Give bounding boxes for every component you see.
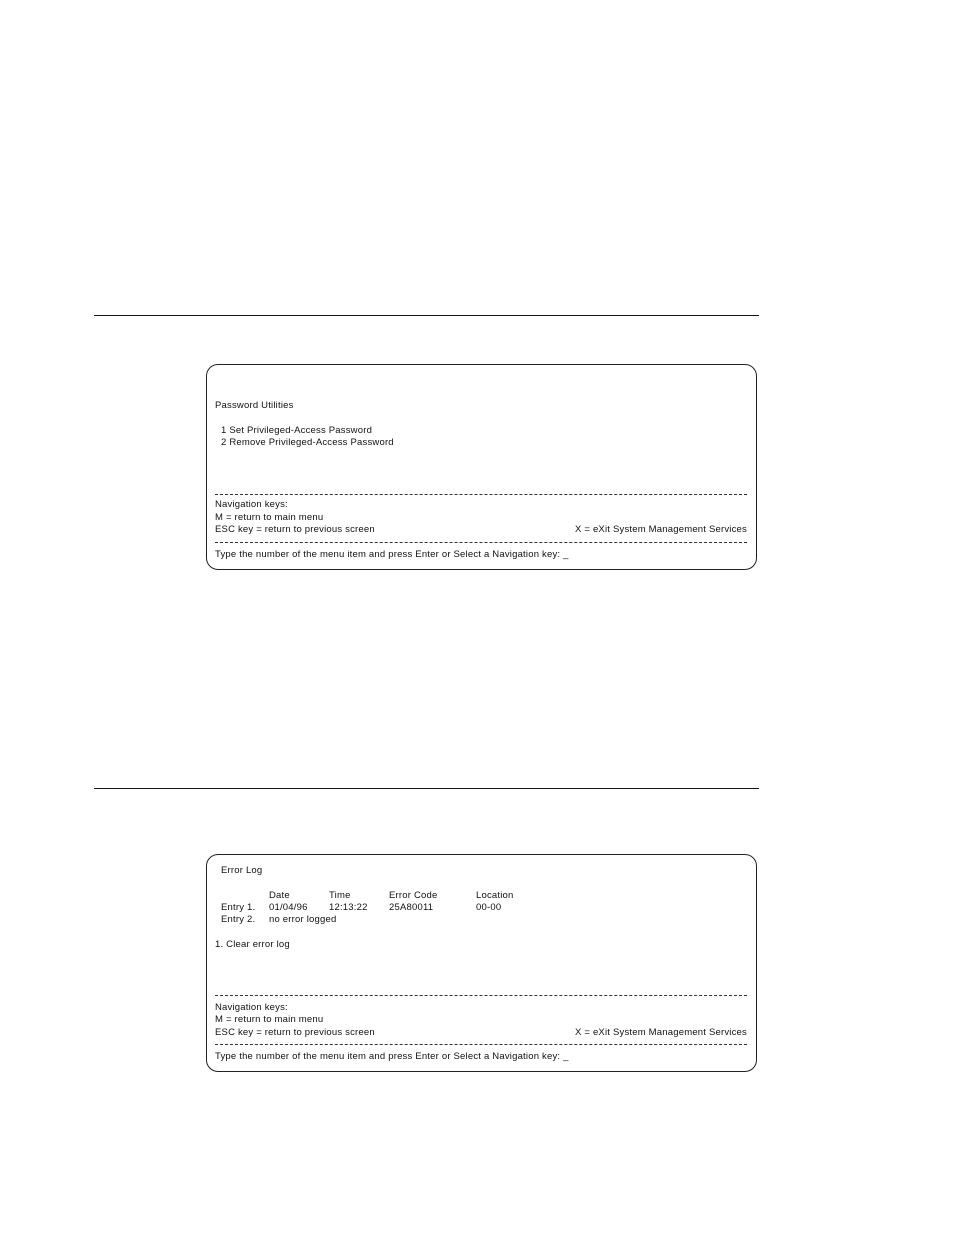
column-header-location: Location xyxy=(476,890,514,901)
nav-key-exit[interactable]: X = eXit System Management Services xyxy=(574,524,747,535)
command-prompt[interactable]: Type the number of the menu item and press Enter or Select a Navigation key: _ xyxy=(215,549,569,560)
dashed-separator xyxy=(215,1044,747,1045)
password-utilities-screen xyxy=(206,364,757,570)
nav-key-escape[interactable]: ESC key = return to previous screen xyxy=(215,524,375,535)
menu-item-remove-password[interactable]: 2 Remove Privileged-Access Password xyxy=(221,437,394,448)
dashed-separator xyxy=(215,995,747,996)
nav-keys-heading: Navigation keys: xyxy=(215,1002,288,1013)
screen-title: Password Utilities xyxy=(215,400,294,411)
column-header-date: Date xyxy=(269,890,290,901)
entry-label: Entry 2. xyxy=(221,914,256,925)
section-divider-top xyxy=(94,315,759,316)
entry-location: 00-00 xyxy=(476,902,502,913)
menu-item-set-password[interactable]: 1 Set Privileged-Access Password xyxy=(221,425,373,436)
menu-item-clear-error-log[interactable]: 1. Clear error log xyxy=(215,939,290,950)
section-divider-middle xyxy=(94,788,759,789)
command-prompt[interactable]: Type the number of the menu item and press Enter or Select a Navigation key: _ xyxy=(215,1051,569,1062)
column-header-time: Time xyxy=(329,890,351,901)
error-log-screen xyxy=(206,854,757,1072)
entry-label: Entry 1. xyxy=(221,902,256,913)
nav-key-exit[interactable]: X = eXit System Management Services xyxy=(574,1027,747,1038)
screen-title: Error Log xyxy=(221,865,263,876)
dashed-separator xyxy=(215,494,747,495)
column-header-error-code: Error Code xyxy=(389,890,438,901)
nav-keys-heading: Navigation keys: xyxy=(215,499,288,510)
dashed-separator xyxy=(215,542,747,543)
entry-status: no error logged xyxy=(269,914,337,925)
nav-key-escape[interactable]: ESC key = return to previous screen xyxy=(215,1027,375,1038)
entry-time: 12:13:22 xyxy=(329,902,368,913)
entry-error-code: 25A80011 xyxy=(389,902,434,913)
nav-key-main-menu[interactable]: M = return to main menu xyxy=(215,1014,324,1025)
nav-key-main-menu[interactable]: M = return to main menu xyxy=(215,512,324,523)
entry-date: 01/04/96 xyxy=(269,902,308,913)
